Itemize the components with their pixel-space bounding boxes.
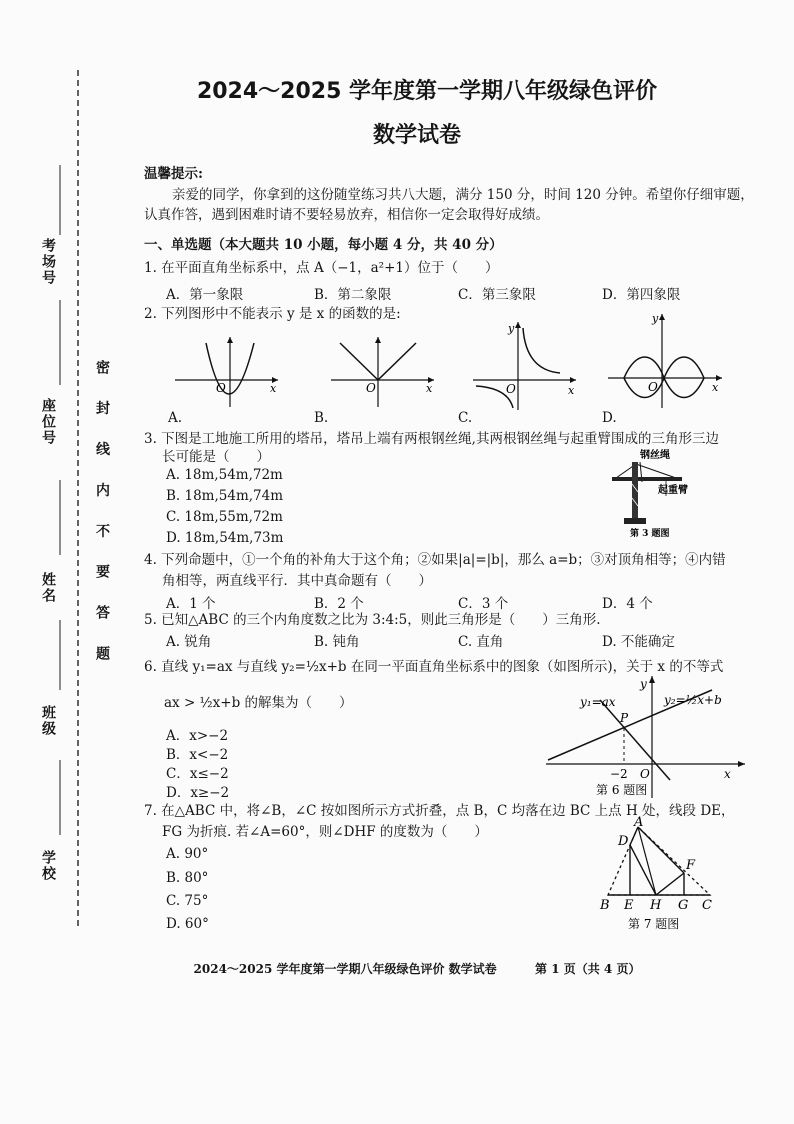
q4-stem-1: 4. 下列命题中，①一个角的补角大于这个角；②如果|a|=|b|，那么 a=b；③对顶角相等；④内错 [144, 552, 726, 568]
q5-stem: 5. 已知△ABC 的三个内角度数之比为 3:4:5，则此三角形是（ ）三角形. [144, 612, 601, 628]
q6-label-p: P [620, 711, 629, 725]
q2-graph-b [326, 335, 436, 410]
seal-line-text: 密 封 线 内 不 要 答 题 [94, 360, 110, 672]
exam-subtitle: 数学试卷 [372, 123, 461, 148]
q6-option-b: B．x<−2 [166, 747, 229, 763]
section-heading: 一、单选题（本大题共 10 小题，每小题 4 分，共 40 分） [144, 237, 503, 253]
svg-text:O: O [216, 381, 226, 395]
field-class: 班级 [40, 705, 56, 737]
q7-option-d: D. 60° [166, 916, 209, 932]
svg-text:x: x [568, 384, 575, 397]
q2-label-c: C. [458, 410, 473, 426]
svg-text:O: O [506, 382, 516, 396]
field-exam-room: 考场号 [40, 238, 56, 286]
q7-option-c: C. 75° [166, 893, 209, 909]
q2-graph-c [468, 318, 578, 413]
crane-rope-label: 钢丝绳 [640, 450, 670, 461]
q2-graph-a [170, 335, 280, 410]
footer-page-number: 第 1 页（共 4 页） [535, 962, 641, 976]
q2-label-d: D. [602, 410, 617, 426]
q7-label-b: B [600, 898, 610, 913]
q7-label-d: D [618, 834, 629, 849]
footer-title: 2024～2025 学年度第一学期八年级绿色评价 数学试卷 [193, 962, 497, 976]
q4-option-c: C．3 个 [458, 596, 509, 612]
q5-option-a: A. 锐角 [166, 634, 212, 650]
q5-option-d: D. 不能确定 [602, 634, 675, 650]
q1-stem: 1. 在平面直角坐标系中，点 A（−1，a²+1）位于（ ） [144, 260, 499, 276]
svg-text:y: y [652, 312, 659, 325]
svg-text:y: y [508, 322, 515, 335]
q3-option-c: C. 18m,55m,72m [166, 509, 283, 525]
q3-option-d: D. 18m,54m,73m [166, 530, 284, 546]
q6-label-x: x [724, 767, 731, 781]
svg-text:O: O [648, 380, 658, 394]
binding-margin [0, 0, 120, 1000]
q7-stem-1: 7. 在△ABC 中，将∠B，∠C 按如图所示方式折叠，点 B，C 均落在边 BC 上点 H 处，线段 DE， [144, 803, 735, 819]
q6-label-tick: −2 [610, 767, 628, 781]
q7-caption: 第 7 题图 [628, 917, 680, 931]
q1-option-b: B．第二象限 [314, 287, 392, 303]
q6-label-y2: y₂=½x+b [664, 693, 722, 707]
field-school: 学校 [40, 850, 56, 882]
q2-label-b: B. [314, 410, 329, 426]
field-seat-number: 座位号 [40, 398, 56, 446]
q2-stem: 2. 下列图形中不能表示 y 是 x 的函数的是: [144, 306, 401, 322]
q7-label-g: G [678, 898, 689, 913]
q7-label-h: H [650, 898, 662, 913]
q3-tower-crane-figure [606, 448, 706, 539]
svg-text:x: x [270, 382, 277, 395]
q6-figure [540, 672, 750, 802]
notice-line-2: 认真作答，遇到困难时请不要轻易放弃，相信你一定会取得好成绩。 [144, 207, 549, 223]
q3-option-b: B. 18m,54m,74m [166, 488, 284, 504]
notice-line-1: 亲爱的同学，你拿到的这份随堂练习共八大题，满分 150 分，时间 120 分钟。希望你仔细审题， [172, 187, 754, 203]
q6-label-y1: y₁=ax [580, 695, 616, 709]
q6-option-d: D．x≥−2 [166, 785, 230, 801]
q5-option-b: B. 钝角 [314, 634, 360, 650]
q4-stem-2: 角相等，两直线平行．其中真命题有（ ） [162, 573, 432, 589]
q1-option-d: D．第四象限 [602, 287, 681, 303]
q4-option-d: D．4 个 [602, 596, 653, 612]
q2-label-a: A. [168, 410, 183, 426]
q6-option-a: A．x>−2 [166, 728, 229, 744]
q6-label-yaxis: y [640, 677, 647, 691]
q7-label-e: E [624, 898, 634, 913]
q7-triangle-figure [598, 815, 723, 935]
q2-graph-d [604, 308, 724, 413]
q4-option-a: A．1 个 [166, 596, 216, 612]
notice-label: 温馨提示: [144, 166, 203, 182]
exam-title: 2024～2025 学年度第一学期八年级绿色评价 [196, 79, 658, 104]
q6-stem-2: ax > ½x+b 的解集为（ ） [164, 695, 353, 711]
field-name: 姓名 [40, 572, 56, 604]
q4-option-b: B．2 个 [314, 596, 364, 612]
q7-label-a: A [634, 815, 644, 830]
q6-caption: 第 6 题图 [596, 783, 648, 797]
svg-text:x: x [712, 381, 719, 394]
svg-text:x: x [426, 382, 433, 395]
q3-stem-2: 长可能是（ ） [162, 449, 270, 465]
q1-option-c: C．第三象限 [458, 287, 536, 303]
page-footer [0, 960, 794, 977]
q7-option-a: A. 90° [166, 846, 209, 862]
crane-arm-label: 起重臂 [658, 485, 688, 496]
q3-caption: 第 3 题图 [630, 529, 670, 539]
q5-option-c: C. 直角 [458, 634, 504, 650]
q6-label-origin: O [640, 767, 650, 781]
q6-stem-1: 6. 直线 y₁=ax 与直线 y₂=½x+b 在同一平面直角坐标系中的图象（如图所示)，关于 x 的不等式 [144, 659, 724, 675]
q6-option-c: C．x≤−2 [166, 766, 229, 782]
q3-stem-1: 3. 下图是工地施工所用的塔吊，塔吊上端有两根钢丝绳,其两根钢丝绳与起重臂围成的三角形三边 [144, 431, 719, 447]
q7-label-f: F [686, 858, 696, 873]
q7-label-c: C [702, 898, 712, 913]
q7-stem-2: FG 为折痕. 若∠A=60°，则∠DHF 的度数为（ ） [162, 824, 488, 840]
q1-option-a: A．第一象限 [166, 287, 244, 303]
svg-text:O: O [366, 381, 376, 395]
q7-option-b: B. 80° [166, 870, 209, 886]
q3-option-a: A. 18m,54m,72m [166, 467, 283, 483]
